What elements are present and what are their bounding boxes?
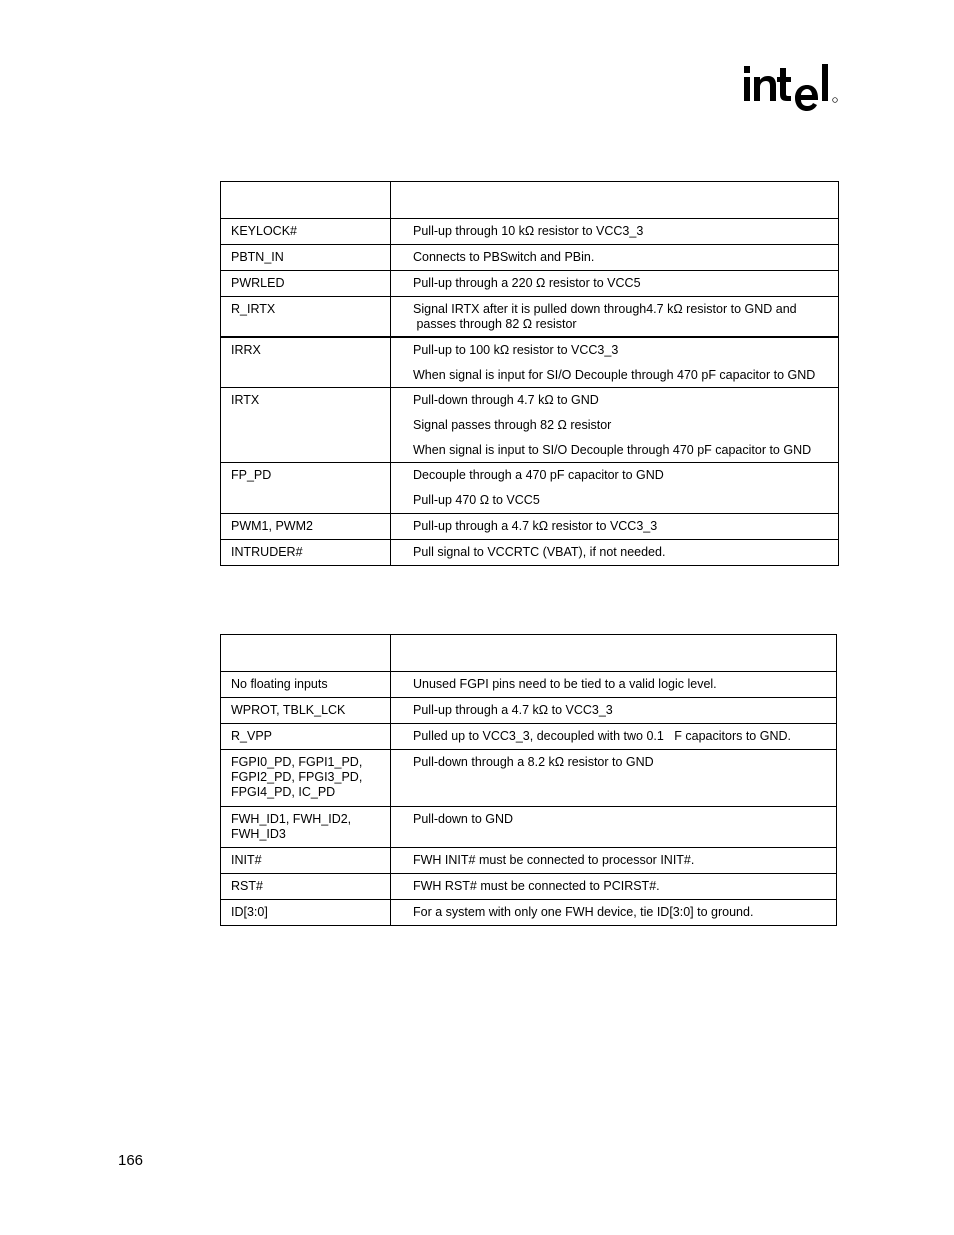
table-row: [221, 807, 837, 848]
recommendation-text: Pull-down through 4.7 kΩ to GND: [413, 393, 599, 407]
signal-cell: INTRUDER#: [221, 540, 391, 566]
recommendation-text: Pull-up through a 4.7 kΩ to VCC3_3: [413, 703, 613, 717]
table-row: [221, 698, 837, 724]
recommendation-cell: [391, 807, 837, 848]
recommendation-text: When signal is input to SI/O Decouple through 470 pF capacitor to GND: [413, 443, 812, 457]
signal-cell: KEYLOCK#: [221, 219, 391, 245]
signal-cell: FP_PD: [221, 463, 391, 514]
recommendation-text: Unused FGPI pins need to be tied to a valid logic level.: [413, 677, 717, 691]
signal-cell: INIT#: [221, 848, 391, 874]
signal-cell: FGPI0_PD, FGPI1_PD, FGPI2_PD, FPGI3_PD, FPGI4_PD, IC_PD: [221, 750, 391, 807]
recommendation-cell: [391, 540, 839, 566]
recommendation-text: Pull-up to 100 kΩ resistor to VCC3_3: [413, 342, 619, 357]
table-row: [221, 337, 839, 388]
header-recommendation-cell: [391, 635, 837, 672]
recommendation-text: Pull signal to VCCRTC (VBAT), if not needed.: [413, 545, 666, 559]
signal-cell: FWH_ID1, FWH_ID2, FWH_ID3: [221, 807, 391, 848]
recommendation-cell: [391, 750, 837, 807]
recommendation-text: Pulled up to VCC3_3, decoupled with two 0.1 F capacitors to GND.: [413, 729, 791, 743]
table-row: [221, 463, 839, 514]
signal-cell: No floating inputs: [221, 672, 391, 698]
table-row: [221, 514, 839, 540]
table-header-row: [221, 635, 837, 672]
signal-cell: R_VPP: [221, 724, 391, 750]
table-row: [221, 724, 837, 750]
recommendation-text: passes through 82 Ω resistor: [413, 317, 577, 331]
signal-cell: ID[3:0]: [221, 900, 391, 926]
intel-logo: [743, 60, 843, 120]
recommendation-text: Pull-down through a 8.2 kΩ resistor to GND: [413, 755, 654, 769]
recommendation-cell: [391, 245, 839, 271]
recommendation-cell: [391, 848, 837, 874]
table-row: [221, 750, 837, 807]
table-row: [221, 848, 837, 874]
recommendation-text: Decouple through a 470 pF capacitor to GND: [413, 468, 664, 482]
recommendation-cell: [391, 698, 837, 724]
table-row: [221, 900, 837, 926]
table-1: [220, 181, 839, 566]
recommendation-text: Signal passes through 82 Ω resistor: [413, 418, 612, 432]
header-signal-cell: [221, 182, 391, 219]
recommendation-text: FWH INIT# must be connected to processor INIT#.: [413, 853, 695, 867]
header-signal-cell: [221, 635, 391, 672]
signal-cell: IRTX: [221, 388, 391, 463]
recommendation-text: Pull-down to GND: [413, 812, 514, 826]
recommendation-cell: [391, 463, 839, 514]
recommendation-cell: [391, 388, 839, 463]
recommendation-cell: [391, 337, 839, 388]
signal-cell: PWRLED: [221, 271, 391, 297]
recommendation-text: FWH RST# must be connected to PCIRST#.: [413, 879, 660, 893]
recommendation-cell: [391, 900, 837, 926]
recommendation-text: For a system with only one FWH device, tie ID[3:0] to ground.: [413, 905, 754, 919]
recommendation-cell: [391, 874, 837, 900]
recommendation-text: Pull-up 470 Ω to VCC5: [413, 493, 540, 507]
header-recommendation-cell: [391, 182, 839, 219]
recommendation-cell: [391, 514, 839, 540]
table-row: [221, 219, 839, 245]
recommendation-text: Connects to PBSwitch and PBin.: [413, 250, 595, 264]
table-2: [220, 634, 837, 926]
recommendation-text: When signal is input for SI/O Decouple through 470 pF capacitor to GND: [413, 367, 816, 382]
signal-cell: IRRX: [221, 337, 391, 388]
recommendation-text: Pull-up through 10 kΩ resistor to VCC3_3: [413, 224, 644, 238]
recommendation-cell: [391, 219, 839, 245]
recommendation-cell: [391, 724, 837, 750]
page-number: 166: [118, 1152, 144, 1169]
signal-cell: WPROT, TBLK_LCK: [221, 698, 391, 724]
table-row: [221, 271, 839, 297]
table-header-row: [221, 182, 839, 219]
signal-cell: RST#: [221, 874, 391, 900]
recommendation-text: Pull-up through a 220 Ω resistor to VCC5: [413, 276, 641, 290]
recommendation-cell: [391, 297, 839, 337]
signal-cell: PBTN_IN: [221, 245, 391, 271]
table-row: [221, 297, 839, 337]
table-row: [221, 388, 839, 463]
recommendation-text: Pull-up through a 4.7 kΩ resistor to VCC3_3: [413, 519, 658, 533]
signal-cell: R_IRTX: [221, 297, 391, 337]
signal-cell: PWM1, PWM2: [221, 514, 391, 540]
table-row: [221, 245, 839, 271]
table-row: [221, 540, 839, 566]
table-row: [221, 672, 837, 698]
recommendation-cell: [391, 271, 839, 297]
table-row: [221, 874, 837, 900]
recommendation-text: Signal IRTX after it is pulled down through4.7 kΩ resistor to GND and: [413, 302, 797, 316]
recommendation-cell: [391, 672, 837, 698]
